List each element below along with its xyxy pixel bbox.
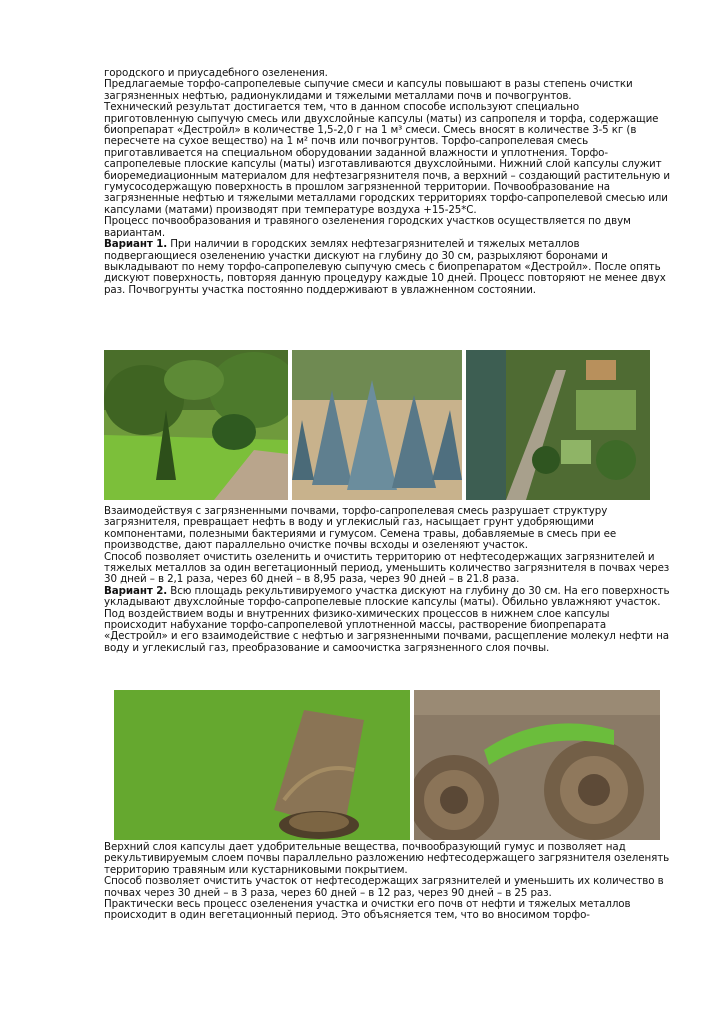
paragraph: Взаимодействуя с загрязненными почвами, торфо-сапропелевая смесь разрушает структуру загрязнителя, превращает нефть в воду и углекислый газ, насыщает грунт удобряющими компонентами, полезными бактериями и гумусом. Семена травы, добавляемые в смесь при ее производстве, дают параллельно очистке почвы всходы и озеленяют участок. (104, 505, 617, 552)
turf-roll-on-grass-photo (114, 690, 410, 840)
paragraph: городского и приусадебного озеленения. (104, 67, 328, 79)
paragraph: Процесс почвообразования и травяного озеленения городских участков осуществляется по двум вариантам. (104, 215, 631, 239)
variant-1-text: При наличии в городских землях нефтезагрязнителей и тяжелых металлов подвергающиеся озеленению участки дискуют на глубину до 30 см, разрыхляют боронами и выкладывают по нему торфо-сапропелевую сыпучую смесь с биопрепаратом «Дестройл». После опять дискуют поверхность, повторяя данную процедуру каждые 10 дней. Процесс повторяют не менее двух раз. Почвогрунты участка постоянно поддерживают в увлажненном состоянии. (104, 238, 666, 296)
turf-rolls-stack-photo (414, 690, 660, 840)
variant-1-label: Вариант 1. (104, 238, 168, 251)
text-block-middle (104, 506, 670, 654)
variant-2-label: Вариант 2. (104, 584, 168, 597)
paragraph: Технический результат достигается тем, что в данном способе используют специально приготовленную сыпучую смесь или двухслойные капсулы (маты) из сапропеля и торфа, содержащие биопрепарат «Дестройл» в количестве 1,5-2,0 г на 1 м³ смеси. Смесь вносят в количестве 3-5 кг (в пересчете на сухое вещество) на 1 м² почв или почвогрунтов. Торфо-сапропелевая смесь приготавливается на специальном оборудовании заданной влажности и уплотнения. Торфо-сапропелевые плоские капсулы (маты) изготавливаются двухслойными. Нижний слой капсулы служит биоремедиационным материалом для нефтезагрязнителя почв, а верхний – создающий растительную и гумусосодержащую поверхность в прошлом загрязненной территории. Почвообразование на загрязненные нефтью и тяжелыми металлами городских территориях торфо-сапропелевой смесью или капсулами (матами) производят при температуре воздуха +15-25*С. (104, 101, 670, 216)
paragraph: Способ позволяет очистить участок от нефтесодержащих загрязнителей и уменьшить их количество в почвах через 30 дней – в 3 раза, через 60 дней – в 12 раз, через 90 дней – в 25 раз. (104, 875, 664, 899)
paragraph: Предлагаемые торфо-сапропелевые сыпучие смеси и капсулы повышают в разы степень очистки загрязненных нефтью, радионуклидами и тяжелыми металлами почв и почвогрунтов. (104, 78, 633, 102)
variant-2-text: Всю площадь рекультивируемого участка дискуют на глубину до 30 см. На его поверхность укладывают двухслойные торфо-сапропелевые плоские капсулы (маты). Обильно увлажняют участок. Под воздействием воды и внутренних физико-химических процессов в нижнем слое капсулы происходит набухание торфо-сапропелевой уплотненной массы, растворение биопрепарата «Дестройл» и его взаимодействие с нефтью и загрязненными почвами, расщепление молекул нефти на воду и углекислый газ, преобразование и самоочистка загрязненного слоя почвы. (104, 584, 670, 654)
spruce-trees-photo (292, 350, 462, 500)
text-block-top (104, 68, 670, 296)
paragraph: Способ позволяет очистить озеленить и очистить территорию от нефтесодержащих загрязнителей и тяжелых металлов за один вегетационный период, уменьшить количество загрязнителя в почвах через 30 дней – в 2,1 раза, через 60 дней – в 8,95 раза, через 90 дней – в 21.8 раза. (104, 550, 670, 586)
aerial-garden-photo (466, 350, 650, 500)
paragraph: Верхний слоя капсулы дает удобрительные вещества, почвообразующий гумус и позволяет над рекультивируемым слоем почвы параллельно разложению нефтесодержащего загрязнителя озеленять территорию травяным или кустарниковыми покрытием. (104, 841, 670, 876)
text-block-bottom (104, 842, 670, 922)
variant-2-paragraph (104, 586, 670, 654)
garden-lawn-photo (104, 350, 288, 500)
variant-1-paragraph (104, 239, 670, 296)
paragraph: Практически весь процесс озеленения участка и очистки его почв от нефти и тяжелых металлов происходит в один вегетационный период. Это объясняется тем, что во вносимом торфо- (104, 898, 631, 922)
